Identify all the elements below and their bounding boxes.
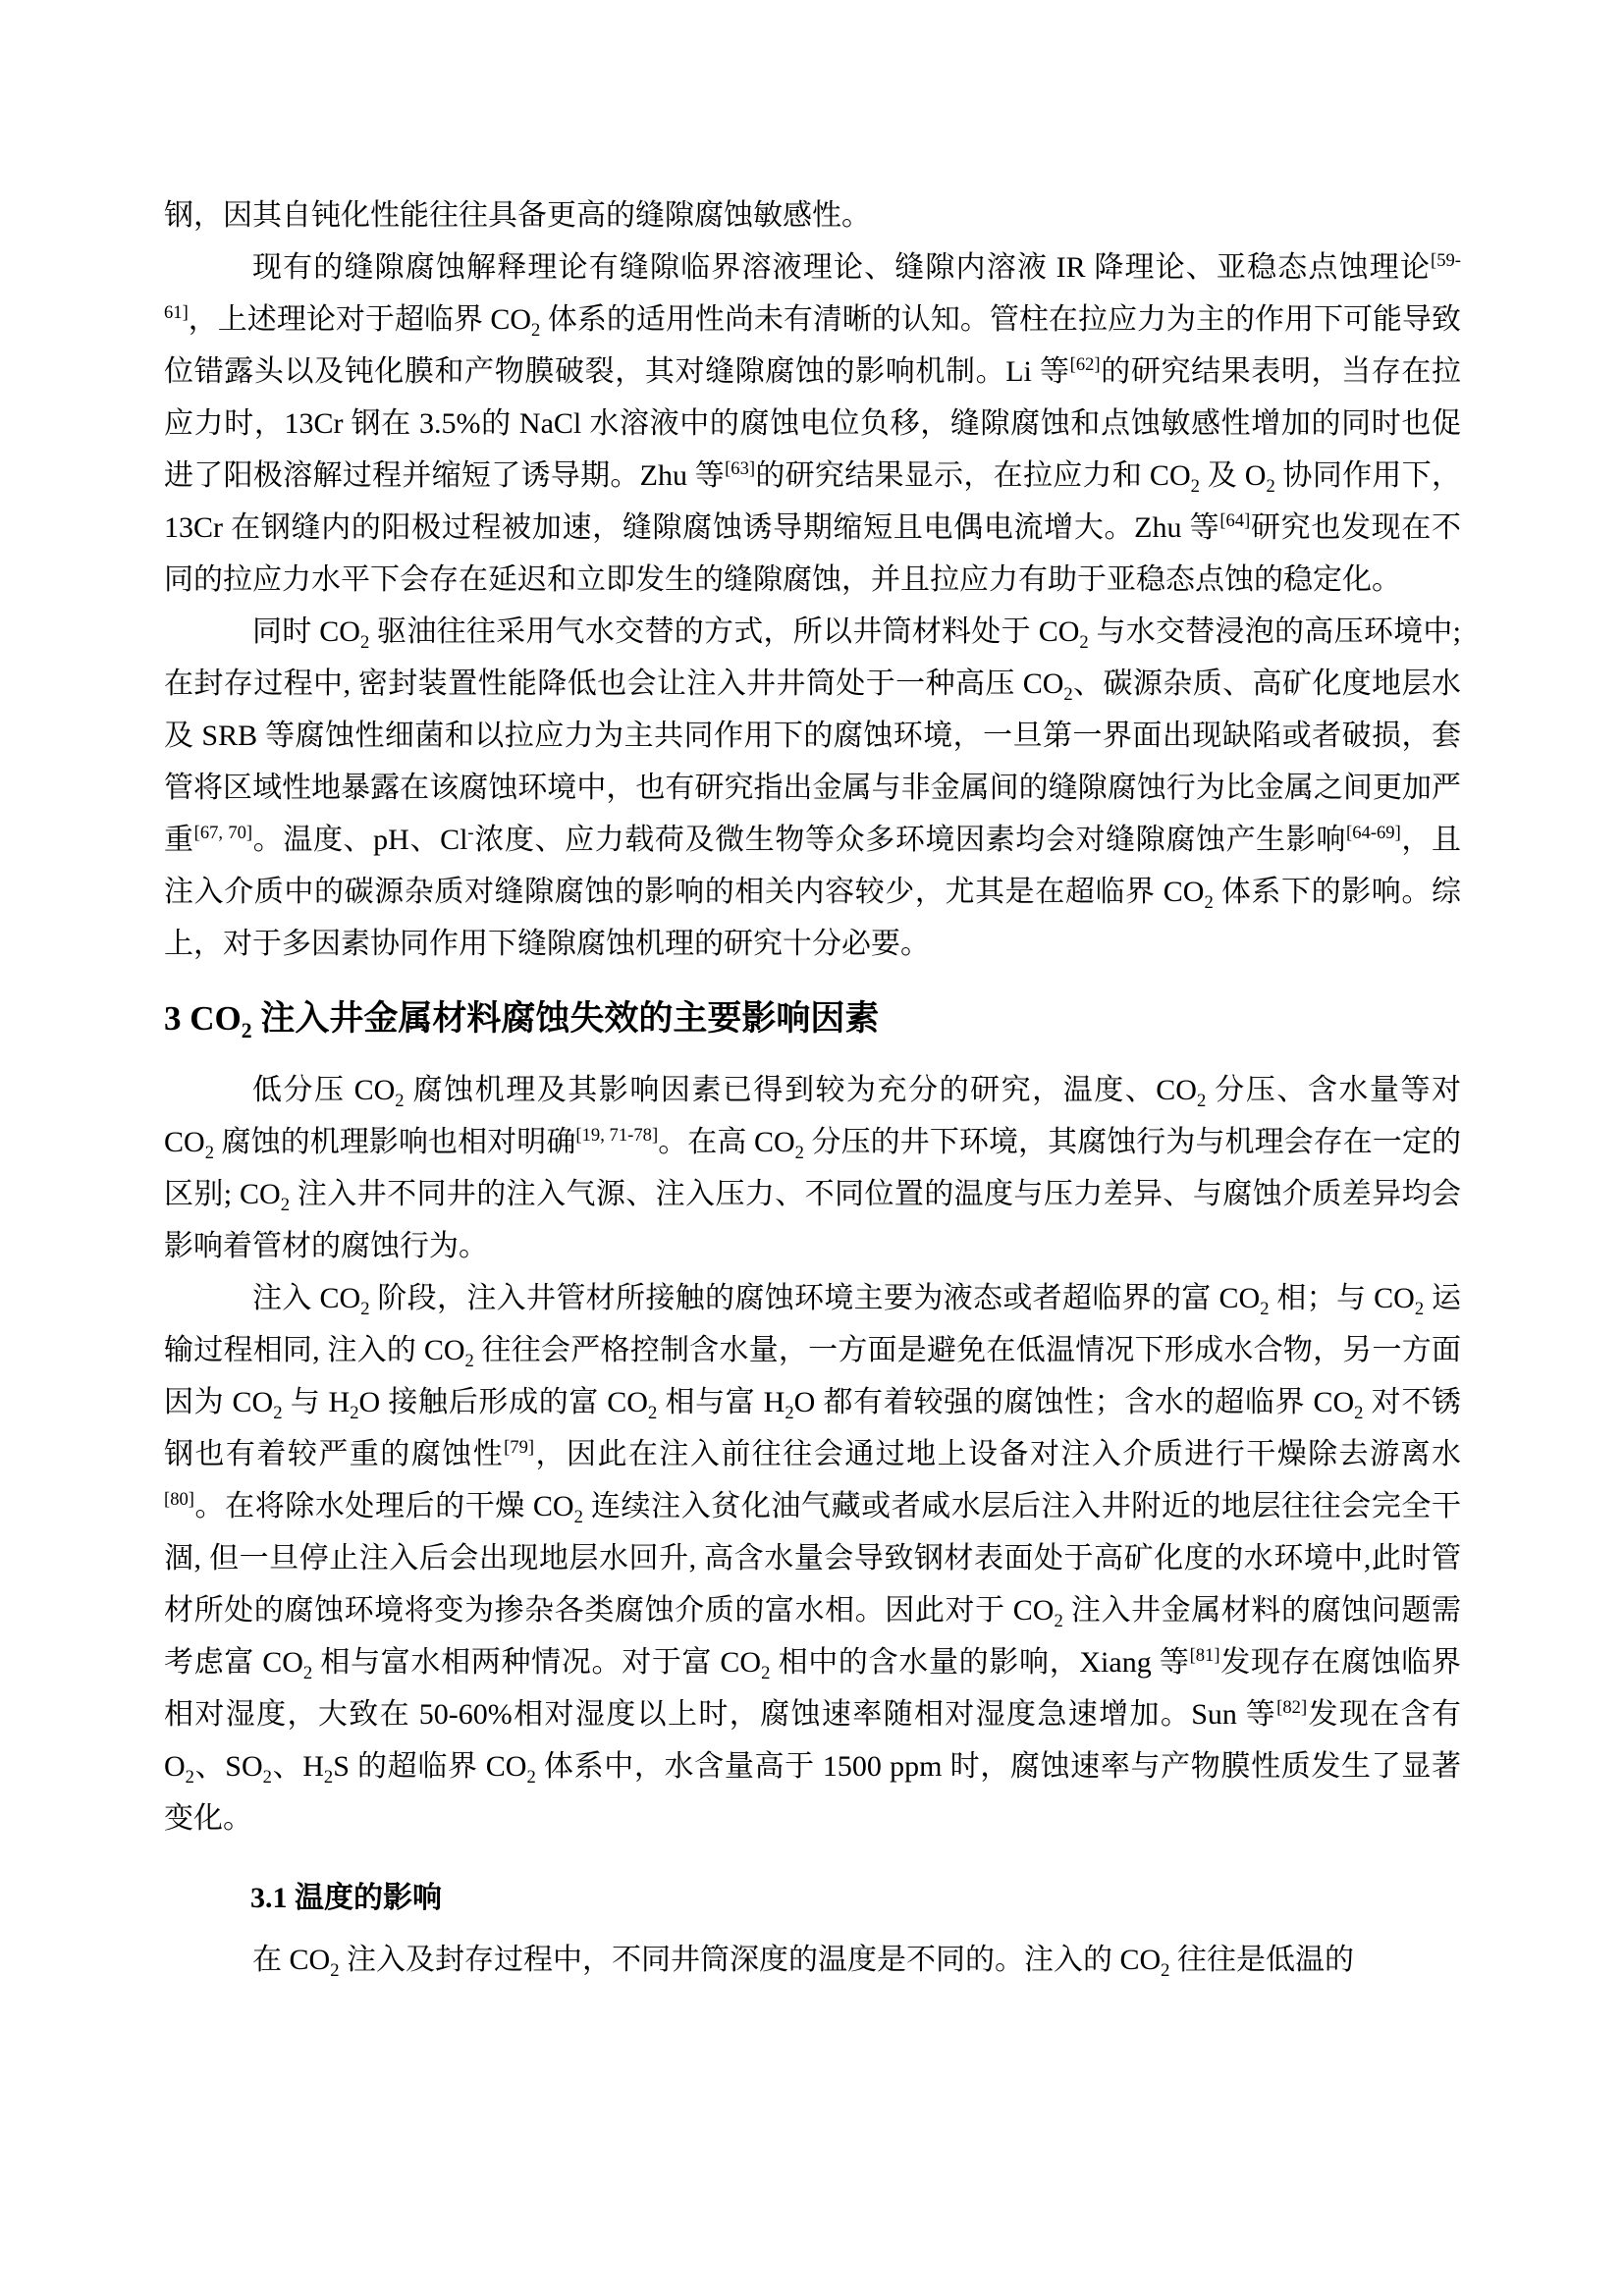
paragraph-co2-injection-stage: 注入 $CO_2$ 阶段，注入井管材所接触的腐蚀环境主要为液态或者超临界的富 $CO_2$ 相；与 $CO_2$ 运输过程相同, 注入的 $CO_2$ 往往会严格控制含水量，一方面是避免在低温情况下形成水合物，另一方面因为 $CO_2$ 与 $H_2O$ 接触后形成的富 $CO_2$ 相与富 $H_2O$ 都有着较强的腐蚀性；含水的超临界 $CO_2$ 对不锈钢也有着较严重的腐蚀性[79]，因此在注入前往往会通过地上设备对注入介质进行干燥除去游离水[80]。在将除水处理后的干燥 $CO_2$ 连续注入贫化油气藏或者咸水层后注入井附近的地层往往会完全干涸, 但一旦停止注入后会出现地层水回升, 高含水量会导致钢材表面处于高矿化度的水环境中,此时管材所处的腐蚀环境将变为掺杂各类腐蚀介质的富水相。因此对于 $CO_2$ 注入井金属材料的腐蚀问题需考虑富 $CO_2$ 相与富水相两种情况。对于富 $CO_2$ 相中的含水量的影响，Xiang 等[81]发现存在腐蚀临界相对湿度，大致在 50-60%相对湿度以上时，腐蚀速率随相对湿度急速增加。Sun 等[82]发现在含有 $O_2$、$SO_2$、$H_2S$ 的超临界 $CO_2$ 体系中，水含量高于 1500 ppm 时，腐蚀速率与产物膜性质发生了显著变化。 [164,1282,1462,1835]
paragraph-crevice-sensitivity: 钢，因其自钝化性能往往具备更高的缝隙腐蚀敏感性。 [164,199,871,232]
paragraph-co2-flooding-environment: 同时 $CO_2$ 驱油往往采用气水交替的方式，所以井筒材料处于 $CO_2$ 与水交替浸泡的高压环境中; 在封存过程中, 密封装置性能降低也会让注入井井筒处于一种高压 $CO_2$、碳源杂质、高矿化度地层水及 SRB 等腐蚀性细菌和以拉应力为主共同作用下的腐蚀环境，一旦第一界面出现缺陷或者破损，套管将区域性地暴露在该腐蚀环境中，也有研究指出金属与非金属间的缝隙腐蚀行为比金属之间更加严重[67, 70]。温度、pH、Cl-浓度、应力载荷及微生物等众多环境因素均会对缝隙腐蚀产生影响[64-69]，且注入介质中的碳源杂质对缝隙腐蚀的影响的相关内容较少，尤其是在超临界 $CO_2$ 体系下的影响。综上，对于多因素协同作用下缝隙腐蚀机理的研究十分必要。 [164,615,1462,960]
paragraph-crevice-corrosion-theories: 现有的缝隙腐蚀解释理论有缝隙临界溶液理论、缝隙内溶液 IR 降理论、亚稳态点蚀理论[59-61]，上述理论对于超临界 $CO_2$ 体系的适用性尚未有清晰的认知。管柱在拉应力为主的作用下可能导致位错露头以及钝化膜和产物膜破裂，其对缝隙腐蚀的影响机制。Li 等[62]的研究结果表明，当存在拉应力时，13Cr 钢在 3.5%的 NaCl 水溶液中的腐蚀电位负移，缝隙腐蚀和点蚀敏感性增加的同时也促进了阳极溶解过程并缩短了诱导期。Zhu 等[63]的研究结果显示，在拉应力和 $CO_2$ 及 $O_2$ 协同作用下，13Cr 在钢缝内的阳极过程被加速，缝隙腐蚀诱导期缩短且电偶电流增大。Zhu 等[64]研究也发现在不同的拉应力水平下会存在延迟和立即发生的缝隙腐蚀，并且拉应力有助于亚稳态点蚀的稳定化。 [164,250,1462,596]
paragraph-temperature-effect-intro: 在 $CO_2$ 注入及封存过程中，不同井筒深度的温度是不同的。注入的 $CO_2$ 往往是低温的 [252,1944,1354,1981]
section-heading-3: 3 $CO_2$ 注入井金属材料腐蚀失效的主要影响因素 [164,999,880,1042]
subsection-heading-3-1: 3.1 温度的影响 [250,1882,442,1914]
paragraph-low-pressure-co2-corrosion: 低分压 $CO_2$ 腐蚀机理及其影响因素已得到较为充分的研究，温度、$CO_2$ 分压、含水量等对 $CO_2$ 腐蚀的机理影响也相对明确[19, 71-78]。在高 $CO_2$ 分压的井下环境，其腐蚀行为与机理会存在一定的区别; $CO_2$ 注入井不同井的注入气源、注入压力、不同位置的温度与压力差异、与腐蚀介质差异均会影响着管材的腐蚀行为。 [164,1074,1462,1262]
